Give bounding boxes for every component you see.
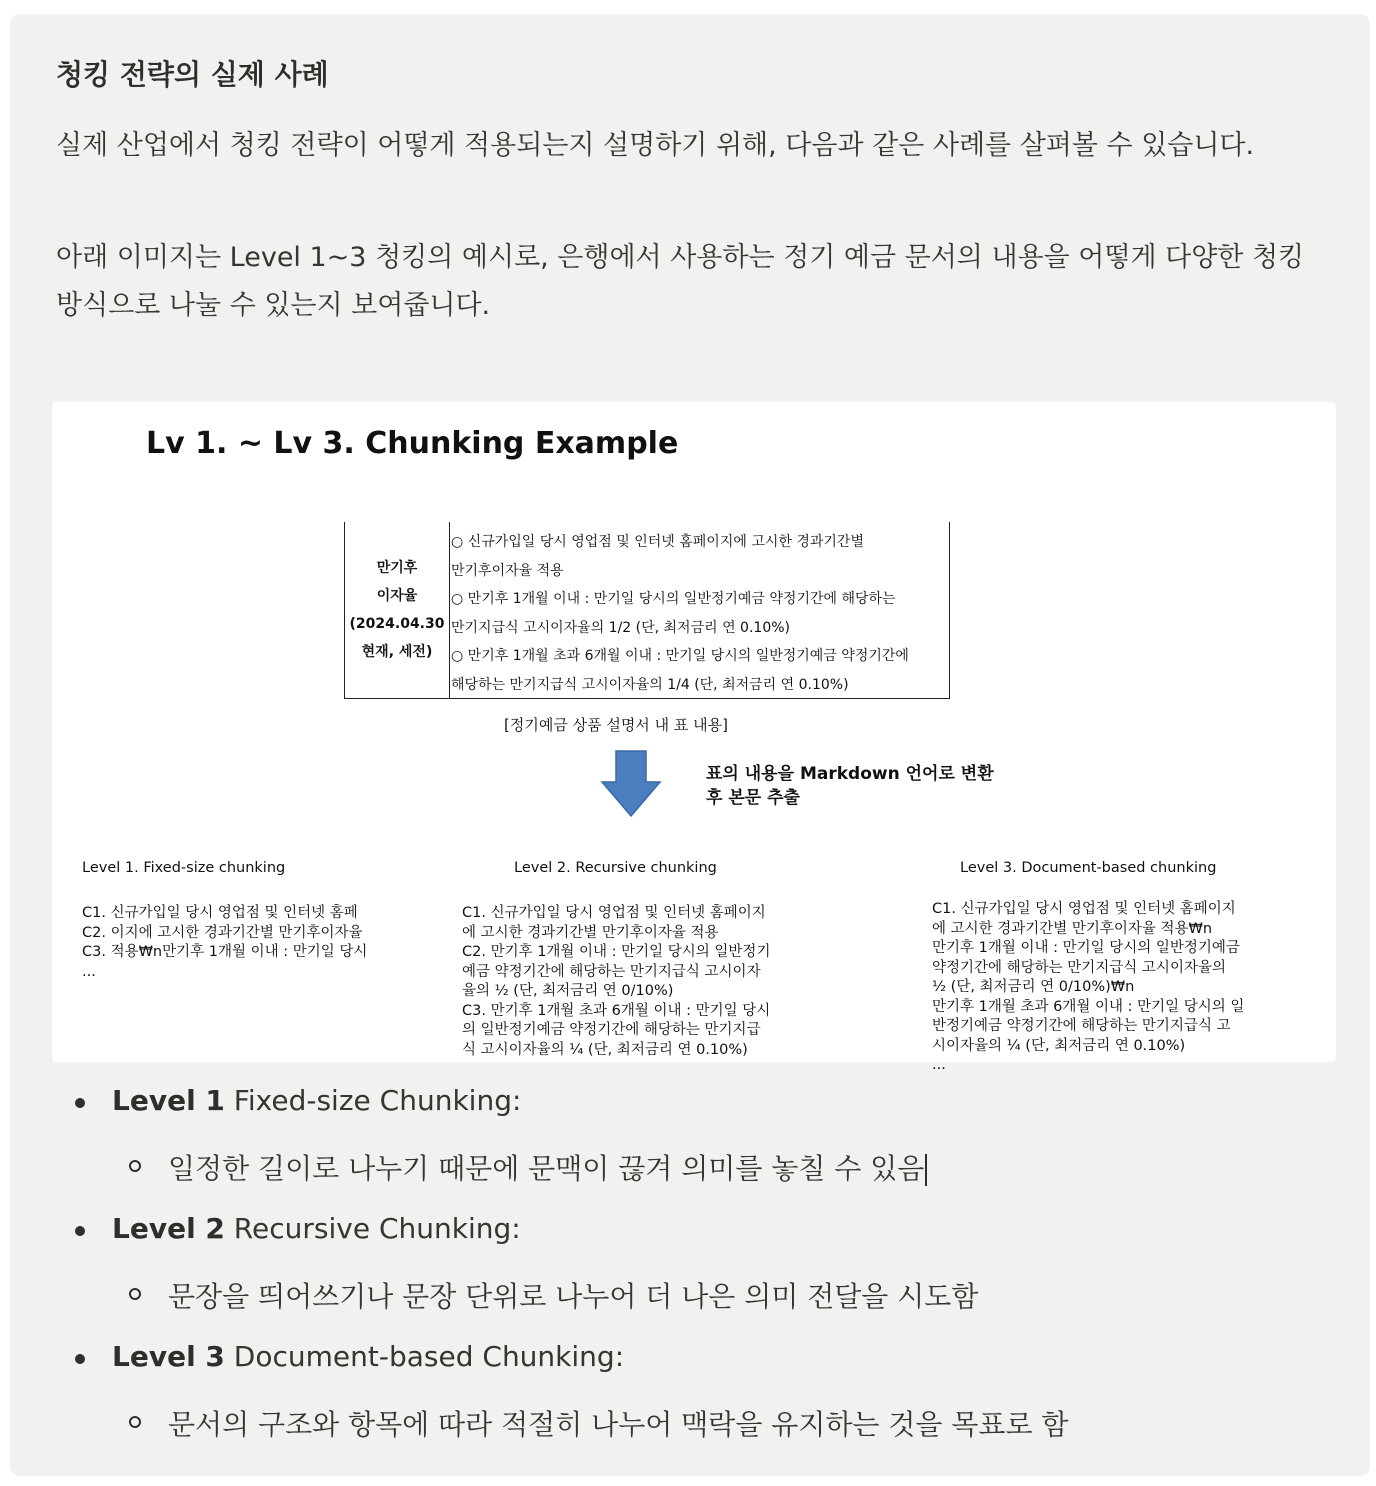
sub-item-text: 일정한 길이로 나누기 때문에 문맥이 끊겨 의미를 놓칠 수 있음 [168, 1152, 925, 1185]
table-caption: [정기예금 상품 설명서 내 표 내용] [504, 716, 728, 734]
intro-paragraph[interactable]: 실제 산업에서 청킹 전략이 어떻게 적용되는지 설명하기 위해, 다음과 같은 사례를 살펴볼 수 있습니다. [56, 130, 1255, 161]
sub-bullet-circle-icon [129, 1160, 141, 1172]
sub-item-text: 문장을 띄어쓰기나 문장 단위로 나누어 더 나은 의미 전달을 시도함 [168, 1280, 979, 1313]
down-arrow-icon [600, 750, 662, 818]
bullet-dot-icon [75, 1354, 85, 1364]
list-item[interactable] [112, 1340, 624, 1373]
callout-card [10, 14, 1370, 1476]
sub-bullet-circle-icon [129, 1416, 141, 1428]
source-table [344, 522, 950, 699]
level3-title: Level 3. Document-based chunking [960, 860, 1217, 876]
source-table-body [451, 528, 947, 699]
level1-chunks: C1. 신규가입일 당시 영업점 및 인터넷 홈페 C2. 이지에 고시한 경과기간별 만기후이자율 C3. 적용₩n만기후 1개월 이내 : 만기일 당시 ... [82, 905, 368, 980]
sub-bullet-circle-icon [129, 1288, 141, 1300]
level2-chunks: C1. 신규가입일 당시 영업점 및 인터넷 홈페이지 에 고시한 경과기간별 만기후이자율 적용 C2. 만기후 1개월 이내 : 만기일 당시의 일반정기 예금 약정기간에 해당하는 만기지급식 고시이자 율의 ½ (단, 최저금리 연 0/10%) C3. 만기후 1개월 초과 6개월 이내 : 만기일 당시 의 일반정기예금 약정기간에 해당하는 만기지급 식 고시이자율의 ¼ (단, 최저금리 연 0.10%) [462, 905, 771, 1058]
source-table-header-cell [345, 522, 450, 698]
figure-title: Lv 1. ~ Lv 3. Chunking Example [146, 426, 679, 461]
level2-title: Level 2. Recursive chunking [514, 860, 717, 876]
conversion-note: 표의 내용을 Markdown 언어로 변환 후 본문 추출 [706, 764, 994, 808]
bullet-label: Fixed-size Chunking: [224, 1084, 522, 1117]
description-paragraph[interactable]: 아래 이미지는 Level 1~3 청킹의 예시로, 은행에서 사용하는 정기 예금 문서의 내용을 어떻게 다양한 청킹 방식으로 나눌 수 있는지 보여줍니다. [56, 242, 1305, 321]
section-heading: 청킹 전략의 실제 사례 [56, 58, 329, 91]
sub-list-item[interactable] [168, 1275, 978, 1315]
bullet-label: Document-based Chunking: [224, 1340, 625, 1373]
table-line: ○ 신규가입일 당시 영업점 및 인터넷 홈페이지에 고시한 경과기간별 [451, 534, 864, 550]
list-item[interactable] [112, 1084, 521, 1117]
table-line: 만기후이자율 적용 [451, 562, 564, 579]
source-table-header: 만기후 이자율 (2024.04.30 현재, 세전) [349, 560, 445, 660]
bullet-label-bold: Level 3 [112, 1340, 225, 1373]
level1-title: Level 1. Fixed-size chunking [82, 860, 286, 876]
bullet-label: Recursive Chunking: [224, 1212, 521, 1245]
sub-item-text: 문서의 구조와 항목에 따라 적절히 나누어 맥락을 유지하는 것을 목표로 함 [168, 1408, 1069, 1441]
sub-list-item[interactable] [168, 1403, 1068, 1443]
table-line: 해당하는 만기지급식 고시이자율의 1/4 (단, 최저금리 연 0.10%) [451, 676, 849, 693]
bullet-label-bold: Level 2 [112, 1212, 225, 1245]
bullet-label-bold: Level 1 [112, 1084, 225, 1117]
table-line: ○ 만기후 1개월 이내 : 만기일 당시의 일반정기예금 약정기간에 해당하는 [451, 591, 896, 607]
sub-list-item[interactable] [168, 1147, 927, 1187]
list-item[interactable] [112, 1212, 521, 1245]
chunking-example-image[interactable] [52, 402, 1336, 1073]
level3-chunks: C1. 신규가입일 당시 영업점 및 인터넷 홈페이지 에 고시한 경과기간별 만기후이자율 적용₩n 만기후 1개월 이내 : 만기일 당시의 일반정기예금 약정기간에 해당하는 만기지급식 고시이자율의 ½ (단, 최저금리 연 0/10%)₩n 만기후 1개월 초과 6개월 이내 : 만기일 당시의 일 반정기예금 약정기간에 해당하는 만기지급식 고 시이자율의 ¼ (단, 최저금리 연 0.10%) ... [932, 901, 1245, 1073]
bullet-dot-icon [75, 1098, 85, 1108]
table-line: ○ 만기후 1개월 초과 6개월 이내 : 만기일 당시의 일반정기예금 약정기간에 [451, 648, 909, 664]
table-line: 만기지급식 고시이자율의 1/2 (단, 최저금리 연 0.10%) [451, 619, 790, 636]
text-cursor [925, 1154, 927, 1186]
bullet-dot-icon [75, 1226, 85, 1236]
